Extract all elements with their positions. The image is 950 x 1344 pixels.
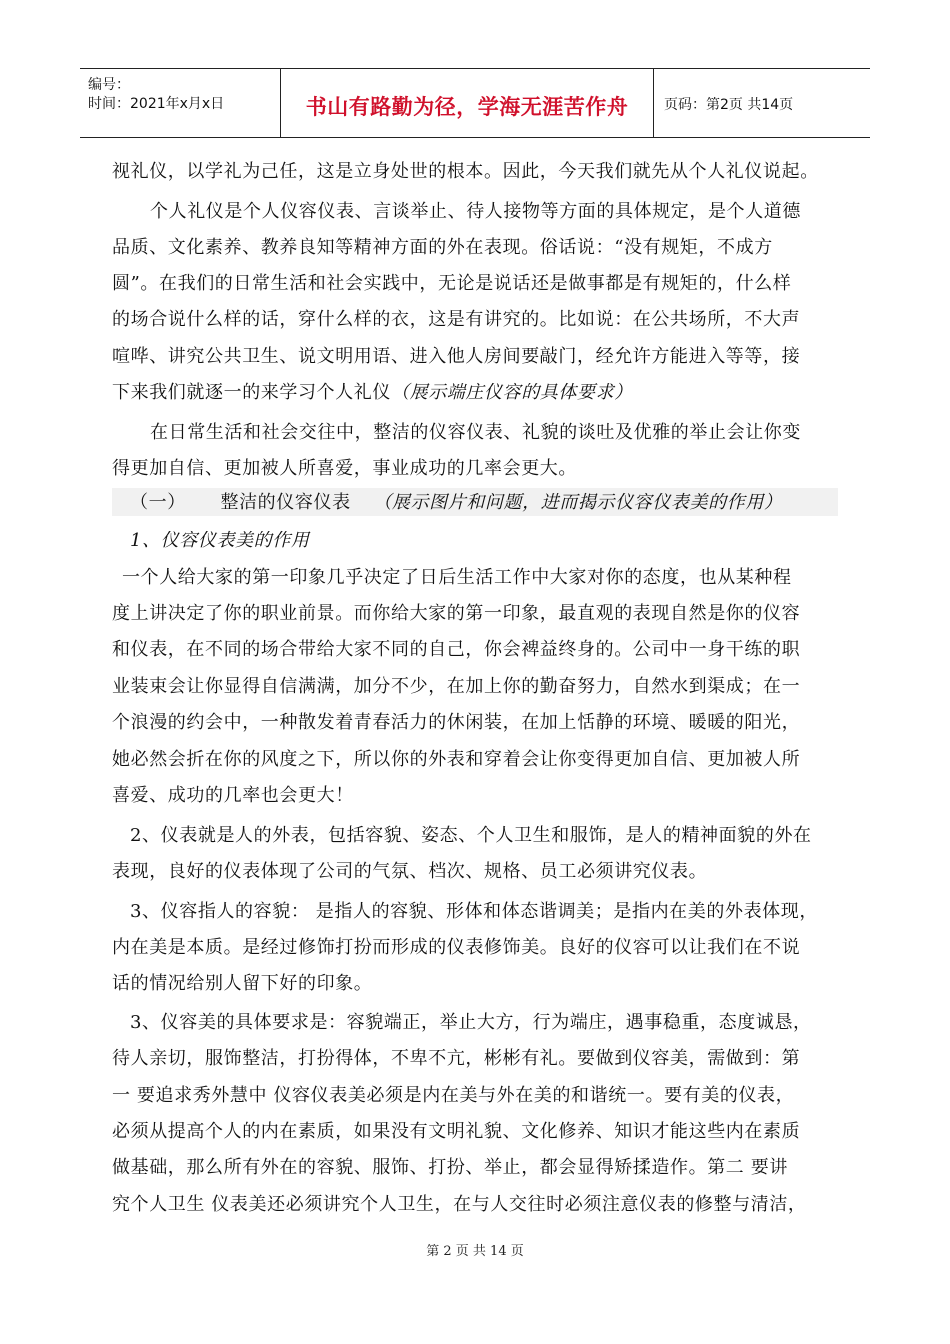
document-number: 编号： xyxy=(88,77,130,93)
body-line: 和仪表，在不同的场合带给大家不同的自己，你会裨益终身的。公司中一身干练的职 xyxy=(112,639,801,660)
body-line: 她必然会折在你的风度之下，所以你的外表和穿着会让你变得更加自信、更加被人所 xyxy=(112,749,801,770)
body-line: 视礼仪，以学礼为己任，这是立身处世的根本。因此，今天我们就先从个人礼仪说起。 xyxy=(112,161,819,182)
page-footer: 第 2 页 共 14 页 xyxy=(426,1244,524,1259)
body-line: 个浪漫的约会中，一种散发着青春活力的休闲装，在加上恬静的环境、暖暖的阳光， xyxy=(112,712,801,733)
body-line: 一 要追求秀外慧中 仪容仪表美必须是内在美与外在美的和谐统一。要有美的仪表， xyxy=(112,1085,795,1106)
paragraph-looks: 3、仪容指人的容貌： 是指人的容貌、形体和体态谐调美；是指内在美的外表体现， xyxy=(130,901,818,922)
section-title: 整洁的仪容仪表 xyxy=(220,492,351,513)
paragraph-first-impression: 一个人给大家的第一印象几乎决定了日后生活工作中大家对你的态度，也从某种程 xyxy=(122,567,792,588)
paragraph-requirements: 3、仪容美的具体要求是：容貌端正，举止大方，行为端庄，遇事稳重，态度诚恳， xyxy=(130,1012,812,1033)
stage-direction: （展示端庄仪容的具体要求） xyxy=(391,382,633,403)
header-page-info: 页码：第2页 共14页 xyxy=(664,97,794,113)
paragraph-personal-etiquette: 个人礼仪是个人仪容仪表、言谈举止、待人接物等方面的具体规定，是个人道德 xyxy=(150,201,801,222)
body-line: 待人亲切，服饰整洁，打扮得体，不卑不亢，彬彬有礼。要做到仪容美，需做到：第 xyxy=(112,1048,801,1069)
subsection-heading: 1、仪容仪表美的作用 xyxy=(130,530,310,551)
body-line: 得更加自信、更加被人所喜爱，事业成功的几率会更大。 xyxy=(112,458,577,479)
body-line: 话的情况给别人留下好的印象。 xyxy=(112,973,373,994)
body-line: 做基础，那么所有外在的容貌、服饰、打扮、举止，都会显得矫揉造作。第二 要讲 xyxy=(112,1157,788,1178)
header-motto: 书山有路勤为径，学海无涯苦作舟 xyxy=(305,95,629,119)
header-motto-cell xyxy=(281,69,654,137)
body-line: 度上讲决定了你的职业前景。而你给大家的第一印象，最直观的表现自然是你的仪容 xyxy=(112,603,801,624)
body-line: 品质、文化素养、教养良知等精神方面的外在表现。俗话说：“没有规矩，不成方 xyxy=(112,237,773,258)
body-line: 必须从提高个人的内在素质，如果没有文明礼貌、文化修养、知识才能这些内在素质 xyxy=(112,1121,801,1142)
body-line: 喧哗、讲究公共卫生、说文明用语、进入他人房间要敲门，经允许方能进入等等，接 xyxy=(112,346,801,367)
header-page-cell xyxy=(654,69,870,137)
body-text: 下来我们就逐一的来学习个人礼仪 xyxy=(112,382,391,403)
body-line: 喜爱、成功的几率也会更大！ xyxy=(112,785,354,806)
page-header xyxy=(80,68,870,138)
header-meta-cell xyxy=(80,69,281,137)
section-heading xyxy=(130,491,783,515)
paragraph-appearance: 2、仪表就是人的外表，包括容貌、姿态、个人卫生和服饰，是人的精神面貌的外在 xyxy=(130,825,812,846)
body-line: 究个人卫生 仪表美还必须讲究个人卫生，在与人交往时必须注意仪表的修整与清洁， xyxy=(112,1194,807,1215)
body-line: 表现，良好的仪表体现了公司的气氛、档次、规格、员工必须讲究仪表。 xyxy=(112,861,708,882)
body-line: 的场合说什么样的话，穿什么样的衣，这是有讲究的。比如说：在公共场所，不大声 xyxy=(112,309,801,330)
body-line: 业装束会让你显得自信满满，加分不少，在加上你的勤奋努力，自然水到渠成；在一 xyxy=(112,676,801,697)
body-line: 内在美是本质。是经过修饰打扮而形成的仪表修饰美。良好的仪容可以让我们在不说 xyxy=(112,937,801,958)
document-date: 时间：2021年x月x日 xyxy=(88,96,225,112)
stage-direction: （展示图片和问题，进而揭示仪容仪表美的作用） xyxy=(373,492,783,513)
body-line: 圆”。在我们的日常生活和社会实践中，无论是说话还是做事都是有规矩的，什么样 xyxy=(112,273,792,294)
paragraph-daily-life: 在日常生活和社会交往中，整洁的仪容仪表、礼貌的谈吐及优雅的举止会让你变 xyxy=(150,422,801,443)
section-number: （一） xyxy=(130,492,186,513)
body-line xyxy=(112,381,633,405)
